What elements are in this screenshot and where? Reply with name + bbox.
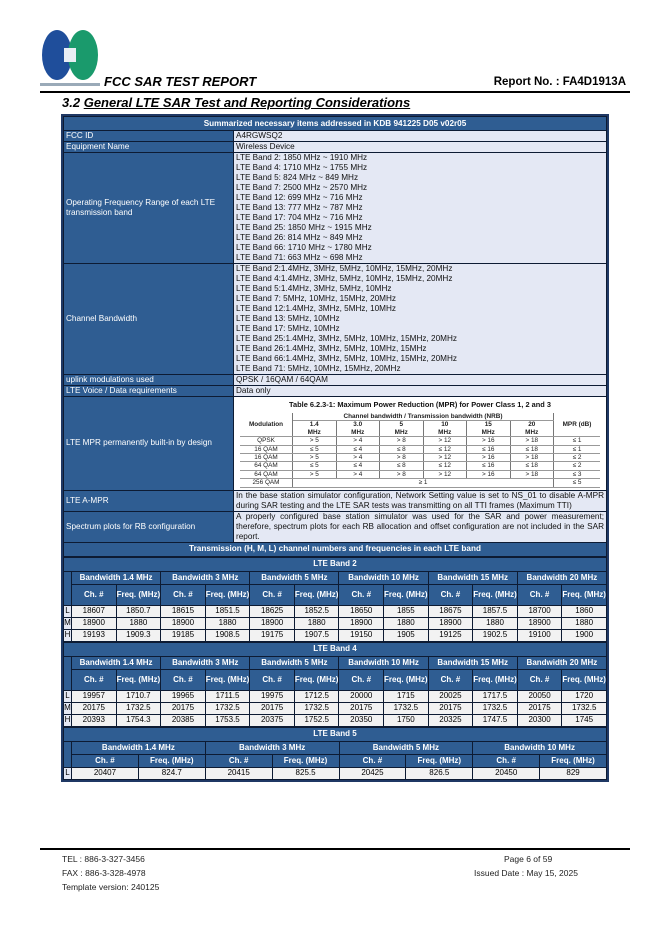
channel-bandwidth-line: LTE Band 17: 5MHz, 10MHz (236, 324, 340, 333)
mpr-bw-col (467, 421, 511, 437)
voice-data-label: LTE Voice / Data requirements (64, 386, 234, 397)
frequency-header: Freq. (MHz) (473, 669, 518, 690)
channel-number-header: Ch. # (428, 669, 473, 690)
mpr-value: > 8 (380, 437, 424, 445)
mpr-row-256qam (240, 479, 600, 487)
frequency-cell: 1711.5 (205, 690, 250, 702)
frequency-range-line: LTE Band 13: 777 MHz ~ 787 MHz (236, 203, 363, 212)
voice-data-value: Data only (234, 386, 607, 397)
mpr-value: > 4 (336, 454, 380, 462)
bandwidth-header: Bandwidth 20 MHz (517, 656, 606, 669)
frequency-range-line: LTE Band 66: 1710 MHz ~ 1780 MHz (236, 243, 372, 252)
mpr-value: ≤ 18 (510, 462, 554, 470)
channel-cell: 18615 (161, 605, 206, 617)
frequency-cell: 1750 (384, 714, 429, 726)
corner-cell (64, 571, 72, 605)
frequency-range-label: Operating Frequency Range of each LTE transmission band (64, 153, 234, 264)
frequency-range-line: LTE Band 5: 824 MHz ~ 849 MHz (236, 173, 359, 182)
channel-number-header: Ch. # (517, 669, 562, 690)
subheader-row (64, 669, 607, 690)
mpr-bw-unit: MHz (438, 428, 452, 436)
mpr-modulation: 16 QAM (240, 445, 293, 453)
mpr-value: > 12 (423, 470, 467, 478)
mpr-value: > 12 (423, 454, 467, 462)
frequency-range-line: LTE Band 4: 1710 MHz ~ 1755 MHz (236, 163, 368, 172)
channel-cell: 20175 (517, 702, 562, 714)
channel-number-header: Ch. # (339, 584, 384, 605)
mpr-value: > 16 (467, 454, 511, 462)
mpr-value: > 18 (510, 437, 554, 445)
channel-bandwidth-line: LTE Band 25:1.4MHz, 3MHz, 5MHz, 10MHz, 15MHz, 20MHz (236, 334, 457, 343)
mpr-bw-value: 1.4 (309, 421, 319, 429)
channel-level: H (64, 715, 71, 725)
channel-bandwidth-line: LTE Band 26:1.4MHz, 3MHz, 5MHz, 10MHz, 15MHz (236, 344, 427, 353)
channel-number-header: Ch. # (72, 669, 117, 690)
mpr-value: > 4 (336, 437, 380, 445)
channel-cell: 19125 (428, 629, 473, 641)
channel-cell: 20050 (517, 690, 562, 702)
frequency-cell: 1855 (384, 605, 429, 617)
mpr-modulation: 16 QAM (240, 454, 293, 462)
channel-cell: 20175 (428, 702, 473, 714)
channel-bandwidth-label: Channel Bandwidth (64, 264, 234, 375)
mpr-bw-col (336, 421, 380, 437)
mpr-row (240, 445, 600, 453)
channel-row (64, 767, 607, 779)
mpr-db: ≤ 1 (554, 445, 601, 453)
mpr-bw-value: 15 (484, 421, 492, 429)
frequency-cell: 1909.3 (116, 629, 161, 641)
frequency-cell: 1880 (384, 617, 429, 629)
frequency-header: Freq. (MHz) (272, 754, 339, 767)
channel-cell: 20175 (339, 702, 384, 714)
frequency-cell: 1710.7 (116, 690, 161, 702)
footer-template: Template version: 240125 (62, 882, 160, 892)
frequency-cell: 1907.5 (294, 629, 339, 641)
channel-level: L (65, 691, 70, 701)
frequency-cell: 1905 (384, 629, 429, 641)
mpr-value: ≤ 18 (510, 445, 554, 453)
bandwidth-header: Bandwidth 5 MHz (250, 571, 339, 584)
mpr-bw-value: 3.0 (353, 421, 363, 429)
band-title: LTE Band 2 (64, 557, 607, 571)
channel-cell: 20000 (339, 690, 384, 702)
mpr-value: ≤ 5 (293, 445, 337, 453)
equipment-name-label: Equipment Name (64, 142, 234, 153)
frequency-header: Freq. (MHz) (540, 754, 607, 767)
bandwidth-header: Bandwidth 10 MHz (339, 571, 428, 584)
frequency-cell: 1732.5 (116, 702, 161, 714)
mpr-table-title: Table 6.2.3-1: Maximum Power Reduction (MPR) for Power Class 1, 2 and 3 (289, 400, 551, 409)
channel-row (64, 714, 607, 726)
bandwidth-row (64, 741, 607, 754)
frequency-cell: 829 (540, 767, 607, 779)
header-rule (40, 91, 630, 93)
channel-cell: 18607 (72, 605, 117, 617)
mpr-bw-value: 20 (528, 421, 536, 429)
frequency-cell: 1880 (116, 617, 161, 629)
channel-bandwidth-list (234, 264, 607, 375)
section-title (62, 95, 410, 110)
channel-level: M (64, 618, 71, 628)
mpr-value: > 5 (293, 437, 337, 445)
channel-number-header: Ch. # (339, 669, 384, 690)
bandwidth-header: Bandwidth 5 MHz (339, 741, 473, 754)
frequency-header: Freq. (MHz) (294, 669, 339, 690)
bandwidth-row (64, 571, 607, 584)
channel-number-header: Ch. # (473, 754, 540, 767)
mpr-modulation: 256 QAM (240, 479, 293, 487)
band-title: LTE Band 4 (64, 642, 607, 656)
channel-cell: 20175 (250, 702, 295, 714)
frequency-header: Freq. (MHz) (473, 584, 518, 605)
channel-row (64, 629, 607, 641)
footer-page: Page 6 of 59 (504, 854, 553, 864)
mpr-row (240, 470, 600, 478)
subheader-row (64, 584, 607, 605)
channel-cell: 18900 (428, 617, 473, 629)
band-title: LTE Band 5 (64, 727, 607, 741)
mpr-table (240, 413, 600, 488)
mpr-col-modulation: Modulation (240, 413, 293, 437)
channel-bandwidth-line: LTE Band 5:1.4MHz, 3MHz, 5MHz, 10MHz (236, 284, 392, 293)
logo-center-shape (64, 48, 76, 62)
frequency-cell: 1880 (562, 617, 607, 629)
mpr-value: > 12 (423, 437, 467, 445)
mpr-row (240, 454, 600, 462)
frequency-cell: 1860 (562, 605, 607, 617)
channel-number-header: Ch. # (428, 584, 473, 605)
channel-cell: 18675 (428, 605, 473, 617)
frequency-cell: 1715 (384, 690, 429, 702)
channel-row (64, 702, 607, 714)
channel-bandwidth-line: LTE Band 66:1.4MHz, 3MHz, 5MHz, 10MHz, 15MHz, 20MHz (236, 354, 457, 363)
mpr-bw-value: 10 (441, 421, 449, 429)
frequency-range-line: LTE Band 7: 2500 MHz ~ 2570 MHz (236, 183, 368, 192)
channel-cell: 20407 (72, 767, 139, 779)
mpr-bw-col (423, 421, 467, 437)
fcc-id-label: FCC ID (64, 131, 234, 142)
band-table (63, 727, 607, 780)
mpr-row (240, 462, 600, 470)
frequency-range-line: LTE Band 17: 704 MHz ~ 716 MHz (236, 213, 363, 222)
channel-cell: 18900 (72, 617, 117, 629)
frequency-cell: 1747.5 (473, 714, 518, 726)
fcc-id-value: A4RGWSQ2 (234, 131, 607, 142)
mpr-bw-unit: MHz (481, 428, 495, 436)
mpr-bw-col (380, 421, 424, 437)
mpr-value: > 5 (293, 470, 337, 478)
summary-table (63, 116, 607, 557)
frequency-cell: 1908.5 (205, 629, 250, 641)
bandwidth-header: Bandwidth 10 MHz (473, 741, 607, 754)
channel-cell: 18700 (517, 605, 562, 617)
frequency-cell: 1717.5 (473, 690, 518, 702)
section-title-text: General LTE SAR Test and Reporting Considerations (83, 95, 411, 110)
logo-subtext (40, 83, 100, 86)
frequency-range-list (234, 153, 607, 264)
frequency-header: Freq. (MHz) (116, 669, 161, 690)
channel-cell: 18900 (339, 617, 384, 629)
summary-table-frame (61, 114, 609, 782)
frequency-cell: 1752.5 (294, 714, 339, 726)
corner-cell (64, 656, 72, 690)
frequency-cell: 1732.5 (205, 702, 250, 714)
report-number: Report No. : FA4D1913A (493, 76, 626, 88)
frequency-cell: 1732.5 (384, 702, 429, 714)
band-tables (63, 557, 607, 780)
channel-number-header: Ch. # (250, 669, 295, 690)
frequency-cell: 1754.3 (116, 714, 161, 726)
mpr-modulation: 64 QAM (240, 470, 293, 478)
channel-level: L (65, 768, 70, 778)
bandwidth-row (64, 656, 607, 669)
frequency-header: Freq. (MHz) (384, 584, 429, 605)
mpr-value: ≤ 8 (380, 445, 424, 453)
frequency-cell: 1900 (562, 629, 607, 641)
footer-fax: FAX : 886-3-328-4978 (62, 868, 146, 878)
frequency-cell: 1712.5 (294, 690, 339, 702)
frequency-cell: 1753.5 (205, 714, 250, 726)
company-logo (40, 30, 100, 88)
channel-row (64, 617, 607, 629)
mpr-value: > 4 (336, 470, 380, 478)
mpr-value: > 16 (467, 470, 511, 478)
bandwidth-header: Bandwidth 15 MHz (428, 656, 517, 669)
frequency-cell: 1850.7 (116, 605, 161, 617)
channels-title: Transmission (H, M, L) channel numbers and frequencies in each LTE band (64, 542, 607, 556)
frequency-cell: 824.7 (138, 767, 205, 779)
mpr-bw-value: 5 (399, 421, 404, 429)
mpr-row (240, 437, 600, 445)
mpr-bw-unit: MHz (307, 428, 321, 436)
mpr-table-wrap (234, 397, 606, 490)
frequency-range-line: LTE Band 26: 814 MHz ~ 849 MHz (236, 233, 363, 242)
frequency-header: Freq. (MHz) (562, 669, 607, 690)
frequency-cell: 1720 (562, 690, 607, 702)
mpr-value: ≤ 4 (336, 462, 380, 470)
channel-cell: 20325 (428, 714, 473, 726)
channel-number-header: Ch. # (161, 584, 206, 605)
mpr-db: ≤ 2 (554, 462, 601, 470)
channel-cell: 19185 (161, 629, 206, 641)
frequency-header: Freq. (MHz) (138, 754, 205, 767)
mpr-db: ≤ 2 (554, 454, 601, 462)
frequency-cell: 1880 (205, 617, 250, 629)
channel-cell: 20300 (517, 714, 562, 726)
mpr-value: ≤ 12 (423, 462, 467, 470)
channel-cell: 19957 (72, 690, 117, 702)
channel-bandwidth-line: LTE Band 71: 5MHz, 10MHz, 15MHz, 20MHz (236, 364, 401, 373)
mpr-col-group: Channel bandwidth / Transmission bandwidth (NRB) (293, 413, 554, 421)
mpr-modulation: 64 QAM (240, 462, 293, 470)
frequency-cell: 1857.5 (473, 605, 518, 617)
bandwidth-header: Bandwidth 1.4 MHz (72, 656, 161, 669)
frequency-header: Freq. (MHz) (116, 584, 161, 605)
mpr-value: > 5 (293, 454, 337, 462)
mpr-bw-unit: MHz (351, 428, 365, 436)
frequency-cell: 1851.5 (205, 605, 250, 617)
band-title-row (64, 727, 607, 741)
bandwidth-header: Bandwidth 3 MHz (205, 741, 339, 754)
a-mpr-value: In the base station simulator configuration, Network Setting value is set to NS_01 to disable A-MPR during SAR testing and the LTE SAR tests was transmitting on all TTI frames (Maximum TTI) (234, 490, 607, 511)
equipment-name-value: Wireless Device (234, 142, 607, 153)
channel-cell: 19175 (250, 629, 295, 641)
mpr-modulation: QPSK (240, 437, 293, 445)
channel-cell: 20175 (72, 702, 117, 714)
channel-number-header: Ch. # (161, 669, 206, 690)
channel-cell: 20375 (250, 714, 295, 726)
bandwidth-header: Bandwidth 15 MHz (428, 571, 517, 584)
summary-table-title: Summarized necessary items addressed in KDB 941225 D05 v02r05 (64, 117, 607, 131)
frequency-cell: 1902.5 (473, 629, 518, 641)
mpr-value: > 18 (510, 470, 554, 478)
mpr-value: > 18 (510, 454, 554, 462)
channel-bandwidth-line: LTE Band 2:1.4MHz, 3MHz, 5MHz, 10MHz, 15MHz, 20MHz (236, 264, 453, 273)
frequency-range-line: LTE Band 2: 1850 MHz ~ 1910 MHz (236, 153, 368, 162)
channel-cell: 20450 (473, 767, 540, 779)
section-number: 3.2 (62, 95, 81, 110)
channel-number-header: Ch. # (72, 754, 139, 767)
frequency-cell: 1732.5 (562, 702, 607, 714)
channel-row (64, 690, 607, 702)
channel-cell: 18900 (250, 617, 295, 629)
mpr-bw-col (510, 421, 554, 437)
modulations-value: QPSK / 16QAM / 64QAM (234, 375, 607, 386)
frequency-cell: 1745 (562, 714, 607, 726)
subheader-row (64, 754, 607, 767)
frequency-header: Freq. (MHz) (406, 754, 473, 767)
frequency-cell: 1880 (294, 617, 339, 629)
bandwidth-header: Bandwidth 1.4 MHz (72, 741, 206, 754)
channel-number-header: Ch. # (517, 584, 562, 605)
frequency-cell: 826.5 (406, 767, 473, 779)
frequency-header: Freq. (MHz) (384, 669, 429, 690)
channel-number-header: Ch. # (250, 584, 295, 605)
frequency-range-line: LTE Band 12: 699 MHz ~ 716 MHz (236, 193, 363, 202)
channel-cell: 19965 (161, 690, 206, 702)
frequency-cell: 825.5 (272, 767, 339, 779)
channel-cell: 20425 (339, 767, 406, 779)
mpr-value: > 8 (380, 454, 424, 462)
bandwidth-header: Bandwidth 3 MHz (161, 571, 250, 584)
channel-cell: 18625 (250, 605, 295, 617)
mpr-value: ≤ 12 (423, 445, 467, 453)
channel-level: H (64, 630, 71, 640)
channel-number-header: Ch. # (205, 754, 272, 767)
spectrum-plots-value: A properly configured base station simulator was used for the SAR and power measurement; therefore, spectrum plots for each RB allocation and offset configuration are not included in the SAR report. (234, 511, 607, 542)
mpr-bw-col (293, 421, 337, 437)
channel-bandwidth-line: LTE Band 7: 5MHz, 10MHz, 15MHz, 20MHz (236, 294, 397, 303)
footer-tel: TEL : 886-3-327-3456 (62, 854, 145, 864)
mpr-cell (234, 397, 607, 491)
corner-cell (64, 741, 72, 767)
band-table (63, 557, 607, 642)
frequency-header: Freq. (MHz) (205, 669, 250, 690)
frequency-header: Freq. (MHz) (205, 584, 250, 605)
modulations-label: uplink modulations used (64, 375, 234, 386)
frequency-cell: 1732.5 (473, 702, 518, 714)
mpr-header-row (240, 413, 600, 421)
band-title-row (64, 557, 607, 571)
mpr-value: ≤ 16 (467, 445, 511, 453)
channel-cell: 19193 (72, 629, 117, 641)
mpr-value: ≤ 4 (336, 445, 380, 453)
a-mpr-label: LTE A-MPR (64, 490, 234, 511)
band-table (63, 642, 607, 727)
mpr-value: > 8 (380, 470, 424, 478)
channel-cell: 18650 (339, 605, 384, 617)
channel-bandwidth-line: LTE Band 4:1.4MHz, 3MHz, 5MHz, 10MHz, 15MHz, 20MHz (236, 274, 453, 283)
mpr-db: ≤ 1 (554, 437, 601, 445)
channel-row (64, 605, 607, 617)
channel-cell: 20025 (428, 690, 473, 702)
bandwidth-header: Bandwidth 20 MHz (517, 571, 606, 584)
channel-cell: 20175 (161, 702, 206, 714)
mpr-value: > 16 (467, 437, 511, 445)
mpr-span-value: ≥ 1 (293, 479, 554, 487)
channel-cell: 20415 (205, 767, 272, 779)
channel-cell: 19150 (339, 629, 384, 641)
channel-cell: 18900 (517, 617, 562, 629)
mpr-bw-unit: MHz (394, 428, 408, 436)
mpr-bw-row (240, 421, 600, 437)
footer-issued-date: Issued Date : May 15, 2025 (474, 868, 578, 878)
footer-rule (40, 848, 630, 850)
bandwidth-header: Bandwidth 5 MHz (250, 656, 339, 669)
band-title-row (64, 642, 607, 656)
mpr-col-db: MPR (dB) (554, 413, 601, 437)
channel-cell: 20350 (339, 714, 384, 726)
channel-bandwidth-line: LTE Band 12:1.4MHz, 3MHz, 5MHz, 10MHz (236, 304, 397, 313)
channel-level: L (65, 606, 70, 616)
frequency-range-line: LTE Band 25: 1850 MHz ~ 1915 MHz (236, 223, 372, 232)
mpr-bw-unit: MHz (525, 428, 539, 436)
bandwidth-header: Bandwidth 10 MHz (339, 656, 428, 669)
channel-level: M (64, 703, 71, 713)
channel-bandwidth-line: LTE Band 13: 5MHz, 10MHz (236, 314, 340, 323)
bandwidth-header: Bandwidth 3 MHz (161, 656, 250, 669)
mpr-value: ≤ 5 (293, 462, 337, 470)
channel-cell: 19975 (250, 690, 295, 702)
mpr-db: ≤ 3 (554, 470, 601, 478)
frequency-header: Freq. (MHz) (562, 584, 607, 605)
channel-number-header: Ch. # (339, 754, 406, 767)
channel-cell: 20393 (72, 714, 117, 726)
spectrum-plots-label: Spectrum plots for RB configuration (64, 511, 234, 542)
mpr-db: ≤ 5 (554, 479, 601, 487)
channel-number-header: Ch. # (72, 584, 117, 605)
mpr-value: ≤ 16 (467, 462, 511, 470)
frequency-range-line: LTE Band 71: 663 MHz ~ 698 MHz (236, 253, 363, 262)
channel-cell: 19100 (517, 629, 562, 641)
mpr-label: LTE MPR permanently built-in by design (64, 397, 234, 491)
bandwidth-header: Bandwidth 1.4 MHz (72, 571, 161, 584)
frequency-header: Freq. (MHz) (294, 584, 339, 605)
channel-cell: 20385 (161, 714, 206, 726)
mpr-value: ≤ 8 (380, 462, 424, 470)
frequency-cell: 1852.5 (294, 605, 339, 617)
frequency-cell: 1732.5 (294, 702, 339, 714)
report-title: FCC SAR TEST REPORT (104, 74, 257, 89)
frequency-cell: 1880 (473, 617, 518, 629)
channel-cell: 18900 (161, 617, 206, 629)
